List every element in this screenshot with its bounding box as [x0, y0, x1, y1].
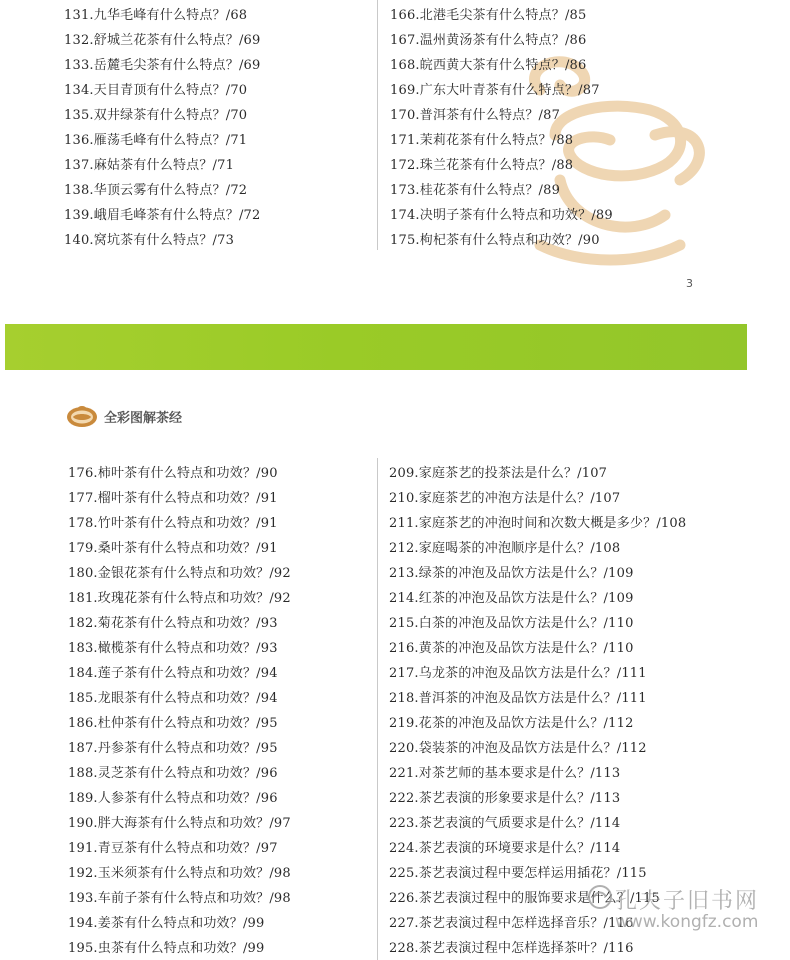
toc-entry: 219.花茶的冲泡及品饮方法是什么？/112 [389, 716, 634, 731]
toc-entry: 222.茶艺表演的形象要求是什么？/113 [389, 791, 621, 806]
toc-entry: 137.麻姑茶有什么特点？/71 [64, 158, 235, 173]
toc-entry: 188.灵芝茶有什么特点和功效？/96 [68, 766, 278, 781]
toc-entry: 170.普洱茶有什么特点？/87 [390, 108, 561, 123]
toc-entry: 172.珠兰花茶有什么特点？/88 [390, 158, 574, 173]
toc-entry: 186.杜仲茶有什么特点和功效？/95 [68, 716, 278, 731]
column-divider [377, 458, 378, 960]
toc-entry: 191.青豆茶有什么特点和功效？/97 [68, 841, 278, 856]
toc-entry: 181.玫瑰花茶有什么特点和功效？/92 [68, 591, 291, 606]
toc-entry: 173.桂花茶有什么特点？/89 [390, 183, 561, 198]
toc-entry: 138.华顶云雾有什么特点？/72 [64, 183, 248, 198]
toc-entry: 217.乌龙茶的冲泡及品饮方法是什么？/111 [389, 666, 647, 681]
toc-entry: 132.舒城兰花茶有什么特点？/69 [64, 33, 261, 48]
watermark [615, 884, 759, 932]
toc-entry: 178.竹叶茶有什么特点和功效？/91 [68, 516, 278, 531]
toc-entry: 223.茶艺表演的气质要求是什么？/114 [389, 816, 621, 831]
toc-entry: 228.茶艺表演过程中怎样选择茶叶？/116 [389, 941, 634, 956]
watermark-url: www.kongfz.com [615, 912, 759, 932]
toc-entry: 169.广东大叶青茶有什么特点？/87 [390, 83, 600, 98]
toc-entry: 218.普洱茶的冲泡及品饮方法是什么？/111 [389, 691, 647, 706]
toc-entry: 190.胖大海茶有什么特点和功效？/97 [68, 816, 291, 831]
toc-entry: 168.皖西黄大茶有什么特点？/86 [390, 58, 587, 73]
page-number: 3 [686, 277, 693, 290]
toc-entry: 133.岳麓毛尖茶有什么特点？/69 [64, 58, 261, 73]
toc-entry: 180.金银花茶有什么特点和功效？/92 [68, 566, 291, 581]
book-title: 全彩图解茶经 [104, 411, 183, 426]
toc-entry: 224.茶艺表演的环境要求是什么？/114 [389, 841, 621, 856]
toc-entry: 171.茉莉花茶有什么特点？/88 [390, 133, 574, 148]
toc-entry: 131.九华毛峰有什么特点？/68 [64, 8, 248, 23]
watermark-logo-icon [587, 884, 613, 910]
toc-entry: 176.柿叶茶有什么特点和功效？/90 [68, 466, 278, 481]
toc-entry: 209.家庭茶艺的投茶法是什么？/107 [389, 466, 608, 481]
toc-entry: 136.雁荡毛峰有什么特点？/71 [64, 133, 248, 148]
toc-entry: 193.车前子茶有什么特点和功效？/98 [68, 891, 291, 906]
toc-entry: 134.天目青顶有什么特点？/70 [64, 83, 248, 98]
toc-entry: 185.龙眼茶有什么特点和功效？/94 [68, 691, 278, 706]
toc-entry: 183.橄榄茶有什么特点和功效？/93 [68, 641, 278, 656]
toc-entry: 139.峨眉毛峰茶有什么特点？/72 [64, 208, 261, 223]
green-separator-band [5, 324, 747, 370]
toc-entry: 195.虫茶有什么特点和功效？/99 [68, 941, 265, 956]
toc-entry: 167.温州黄汤茶有什么特点？/86 [390, 33, 587, 48]
toc-entry: 184.莲子茶有什么特点和功效？/94 [68, 666, 278, 681]
toc-entry: 177.榴叶茶有什么特点和功效？/91 [68, 491, 278, 506]
toc-entry: 211.家庭茶艺的冲泡时间和次数大概是多少？/108 [389, 516, 687, 531]
toc-entry: 213.绿茶的冲泡及品饮方法是什么？/109 [389, 566, 634, 581]
toc-entry: 216.黄茶的冲泡及品饮方法是什么？/110 [389, 641, 634, 656]
toc-entry: 227.茶艺表演过程中怎样选择音乐？/116 [389, 916, 634, 931]
watermark-text: 孔夫子旧书网 [615, 889, 760, 914]
column-divider [377, 0, 378, 250]
toc-entry: 189.人参茶有什么特点和功效？/96 [68, 791, 278, 806]
toc-entry: 210.家庭茶艺的冲泡方法是什么？/107 [389, 491, 621, 506]
toc-entry: 135.双井绿茶有什么特点？/70 [64, 108, 248, 123]
toc-entry: 140.窝坑茶有什么特点？/73 [64, 233, 235, 248]
toc-entry: 215.白茶的冲泡及品饮方法是什么？/110 [389, 616, 634, 631]
toc-entry: 175.枸杞茶有什么特点和功效？/90 [390, 233, 600, 248]
toc-entry: 214.红茶的冲泡及品饮方法是什么？/109 [389, 591, 634, 606]
teapot-logo-icon [66, 402, 98, 428]
toc-entry: 225.茶艺表演过程中要怎样运用插花？/115 [389, 866, 647, 881]
toc-entry: 226.茶艺表演过程中的服饰要求是什么？/115 [389, 891, 660, 906]
toc-entry: 221.对茶艺师的基本要求是什么？/113 [389, 766, 621, 781]
toc-entry: 166.北港毛尖茶有什么特点？/85 [390, 8, 587, 23]
toc-entry: 194.姜茶有什么特点和功效？/99 [68, 916, 265, 931]
toc-entry: 220.袋装茶的冲泡及品饮方法是什么？/112 [389, 741, 647, 756]
toc-entry: 187.丹参茶有什么特点和功效？/95 [68, 741, 278, 756]
toc-entry: 182.菊花茶有什么特点和功效？/93 [68, 616, 278, 631]
toc-entry: 179.桑叶茶有什么特点和功效？/91 [68, 541, 278, 556]
toc-entry: 174.决明子茶有什么特点和功效？/89 [390, 208, 613, 223]
toc-entry: 192.玉米须茶有什么特点和功效？/98 [68, 866, 291, 881]
toc-entry: 212.家庭喝茶的冲泡顺序是什么？/108 [389, 541, 621, 556]
